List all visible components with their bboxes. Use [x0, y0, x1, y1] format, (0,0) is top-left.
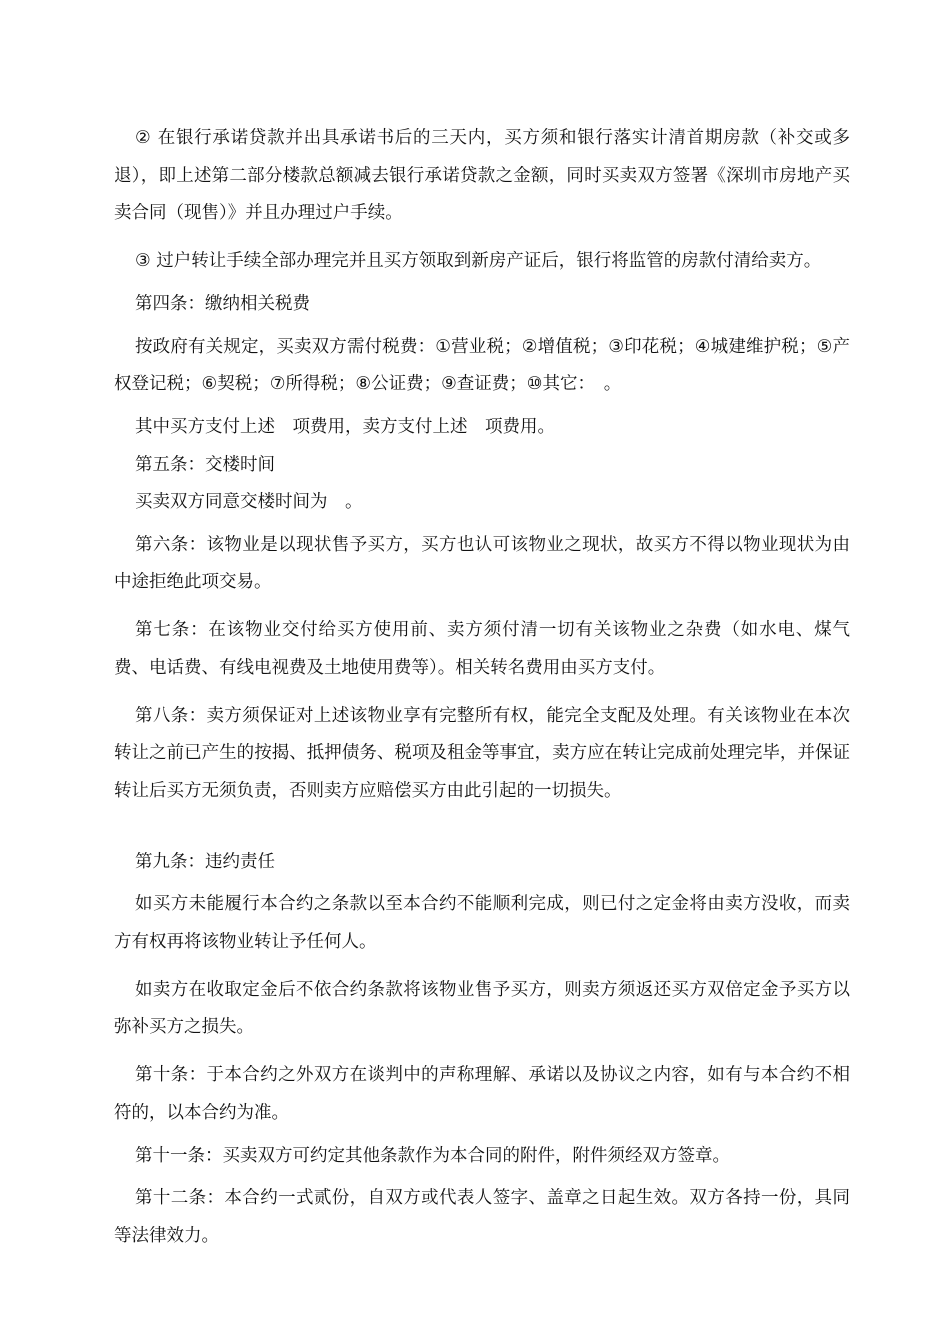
paragraph-tax-split: 其中买方支付上述 项费用，卖方支付上述 项费用。	[135, 417, 555, 437]
section-spacer	[114, 821, 850, 849]
paragraph-buyer-breach: 如买方未能履行本合约之条款以至本合约不能顺利完成，则已付之定金将由卖方没收，而卖方有权再将该物业转让予任何人。	[114, 894, 850, 952]
heading-clause-9: 第九条：违约责任	[135, 851, 275, 872]
paragraph-seller-breach: 如卖方在收取定金后不依合约条款将该物业售予买方，则卖方须返还买方双倍定金予买方以弥补买方之损失。	[114, 979, 850, 1037]
heading-clause-5: 第五条：交楼时间	[135, 454, 275, 475]
paragraph-clause-10: 第十条：于本合约之外双方在谈判中的声称理解、承诺以及协议之内容，如有与本合约不相符的，以本合约为准。	[114, 1065, 850, 1123]
paragraph-clause-12: 第十二条：本合约一式贰份，自双方或代表人签字、盖章之日起生效。双方各持一份，具同等法律效力。	[114, 1188, 850, 1246]
document-page	[114, 120, 850, 1266]
paragraph-clause-6: 第六条：该物业是以现状售予买方，买方也认可该物业之现状，故买方不得以物业现状为由中途拒绝此项交易。	[114, 534, 850, 592]
heading-clause-4: 第四条：缴纳相关税费	[135, 294, 310, 314]
paragraph-handover-time: 买卖双方同意交楼时间为 。	[135, 492, 363, 512]
paragraph-clause-3-item-3: ③ 过户转让手续全部办理完并且买方领取到新房产证后，银行将监管的房款付清给卖方。	[135, 251, 822, 271]
paragraph-clause-8: 第八条：卖方须保证对上述该物业享有完整所有权，能完全支配及处理。有关该物业在本次转让之前已产生的按揭、抵押债务、税项及租金等事宜，卖方应在转让完成前处理完毕，并保证转让后买方无须负责，否则卖方应赔偿买方由此引起的一切损失。	[114, 705, 850, 801]
paragraph-clause-11: 第十一条：买卖双方可约定其他条款作为本合同的附件，附件须经双方签章。	[135, 1145, 730, 1166]
paragraph-clause-7: 第七条：在该物业交付给买方使用前、卖方须付清一切有关该物业之杂费（如水电、煤气费、电话费、有线电视费及土地使用费等）。相关转名费用由买方支付。	[114, 620, 850, 678]
paragraph-tax-list: 按政府有关规定，买卖双方需付税费：①营业税；②增值税；③印花税；④城建维护税；⑤产权登记税；⑥契税；⑦所得税；⑧公证费；⑨查证费；⑩其它： 。	[114, 336, 850, 394]
paragraph-clause-3-item-2: ② 在银行承诺贷款并出具承诺书后的三天内，买方须和银行落实计清首期房款（补交或多退），即上述第二部分楼款总额减去银行承诺贷款之金额，同时买卖双方签署《深圳市房地产买卖合同（现售）》并且办理过户手续。	[114, 128, 850, 223]
